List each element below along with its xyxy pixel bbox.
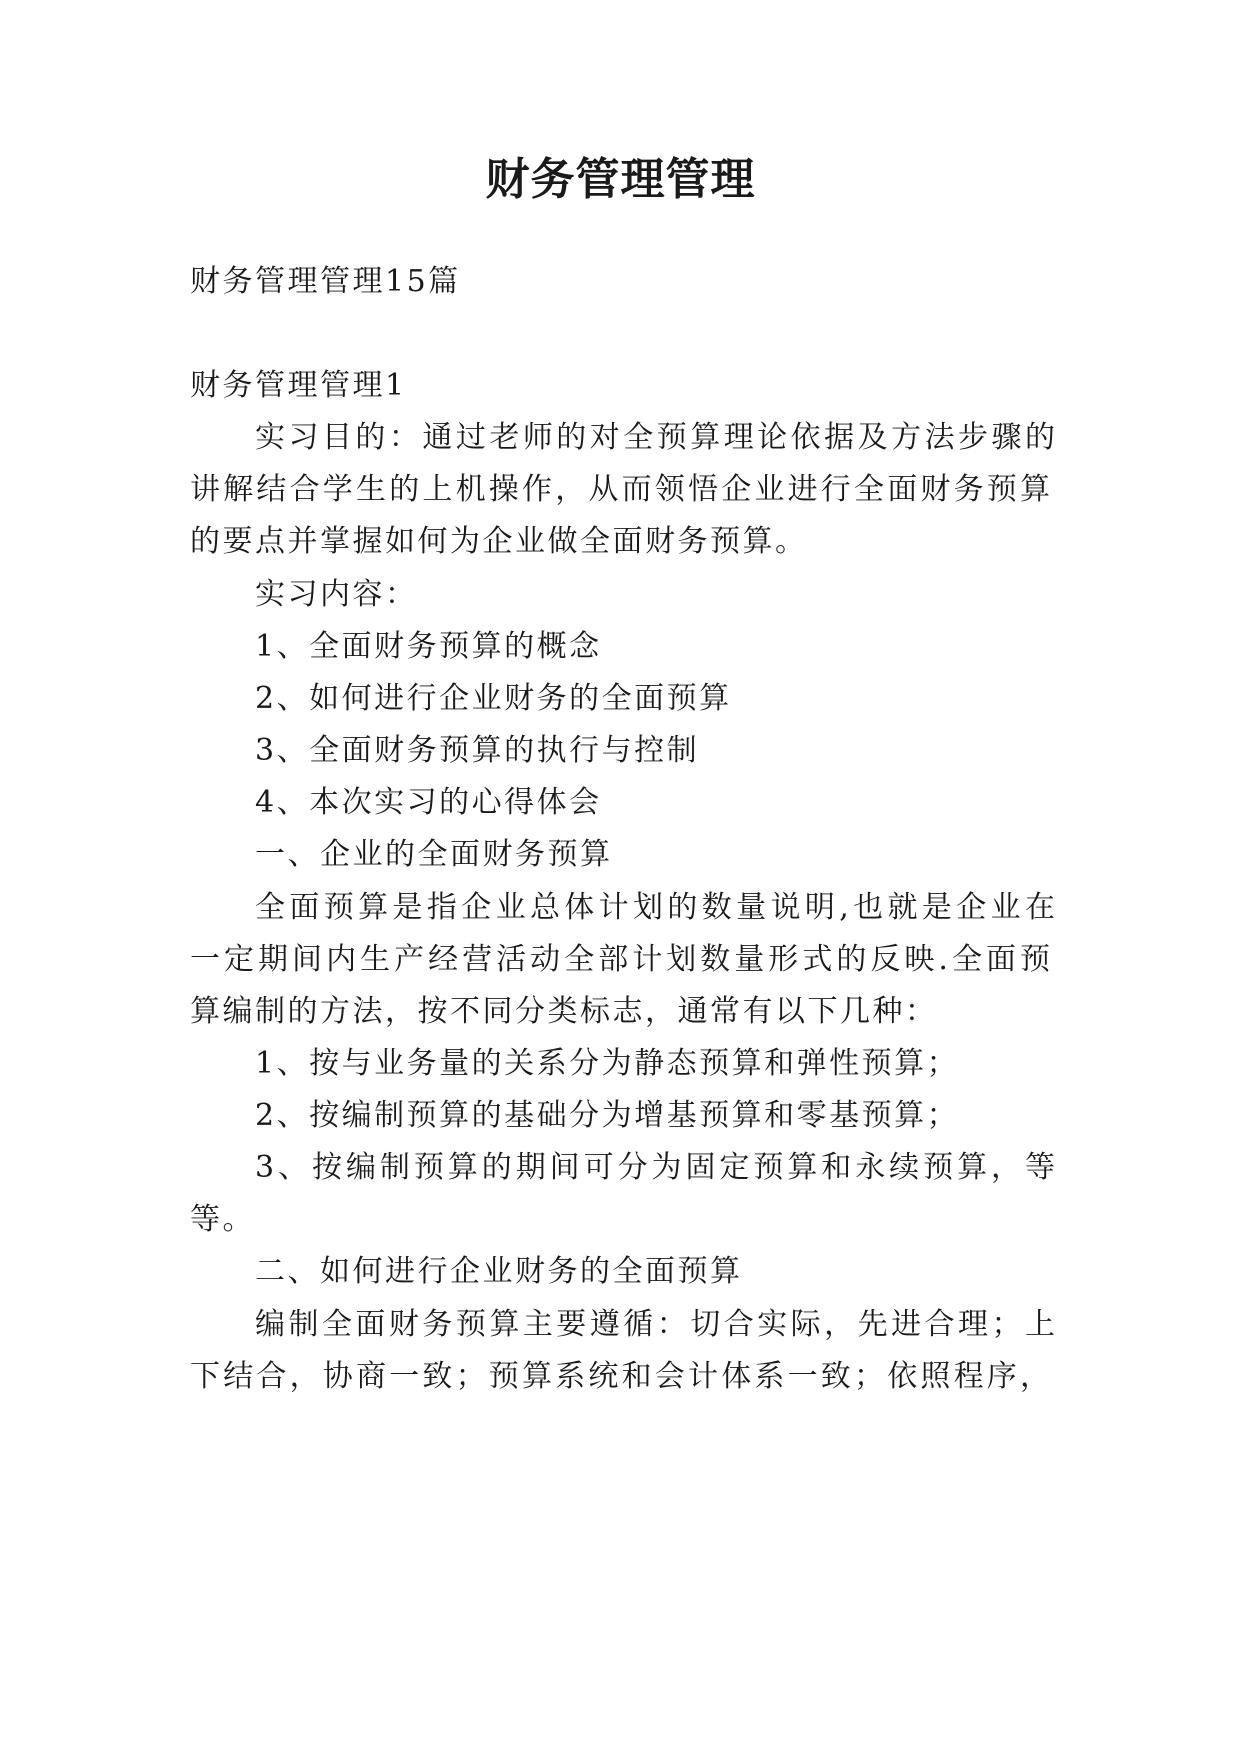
list-item: 4、本次实习的心得体会 [255, 785, 602, 820]
paragraph-line: 讲解结合学生的上机操作，从而领悟企业进行全面财务预算 [190, 472, 1050, 507]
paragraph-line: 编制全面财务预算主要遵循：切合实际，先进合理；上 [255, 1307, 1055, 1342]
section-heading: 财务管理管理1 [190, 368, 407, 403]
paragraph-line: 算编制的方法，按不同分类标志，通常有以下几种： [190, 994, 938, 1029]
list-item: 2、如何进行企业财务的全面预算 [255, 681, 732, 716]
list-item: 2、按编制预算的基础分为增基预算和零基预算； [255, 1098, 960, 1133]
paragraph-line: 实习目的：通过老师的对全预算理论依据及方法步骤的 [255, 420, 1055, 455]
paragraph-line: 一定期间内生产经营活动全部计划数量形式的反映.全面预 [190, 942, 1050, 977]
section-subheading: 一、企业的全面财务预算 [255, 837, 613, 872]
list-item: 1、全面财务预算的概念 [255, 629, 602, 664]
list-item: 1、按与业务量的关系分为静态预算和弹性预算； [255, 1046, 960, 1081]
paragraph-line: 实习内容： [255, 577, 418, 612]
paragraph-line: 等。 [190, 1202, 255, 1237]
paragraph-line: 全面预算是指企业总体计划的数量说明,也就是企业在 [255, 890, 1055, 925]
paragraph-line: 下结合，协商一致；预算系统和会计体系一致；依照程序， [190, 1359, 1050, 1394]
list-item: 3、全面财务预算的执行与控制 [255, 733, 700, 768]
paragraph-line: 的要点并掌握如何为企业做全面财务预算。 [190, 524, 808, 559]
list-item: 3、按编制预算的期间可分为固定预算和永续预算，等 [255, 1150, 1055, 1185]
document-subtitle: 财务管理管理15篇 [190, 264, 461, 299]
document-title: 财务管理管理 [485, 154, 756, 205]
section-subheading: 二、如何进行企业财务的全面预算 [255, 1254, 743, 1289]
